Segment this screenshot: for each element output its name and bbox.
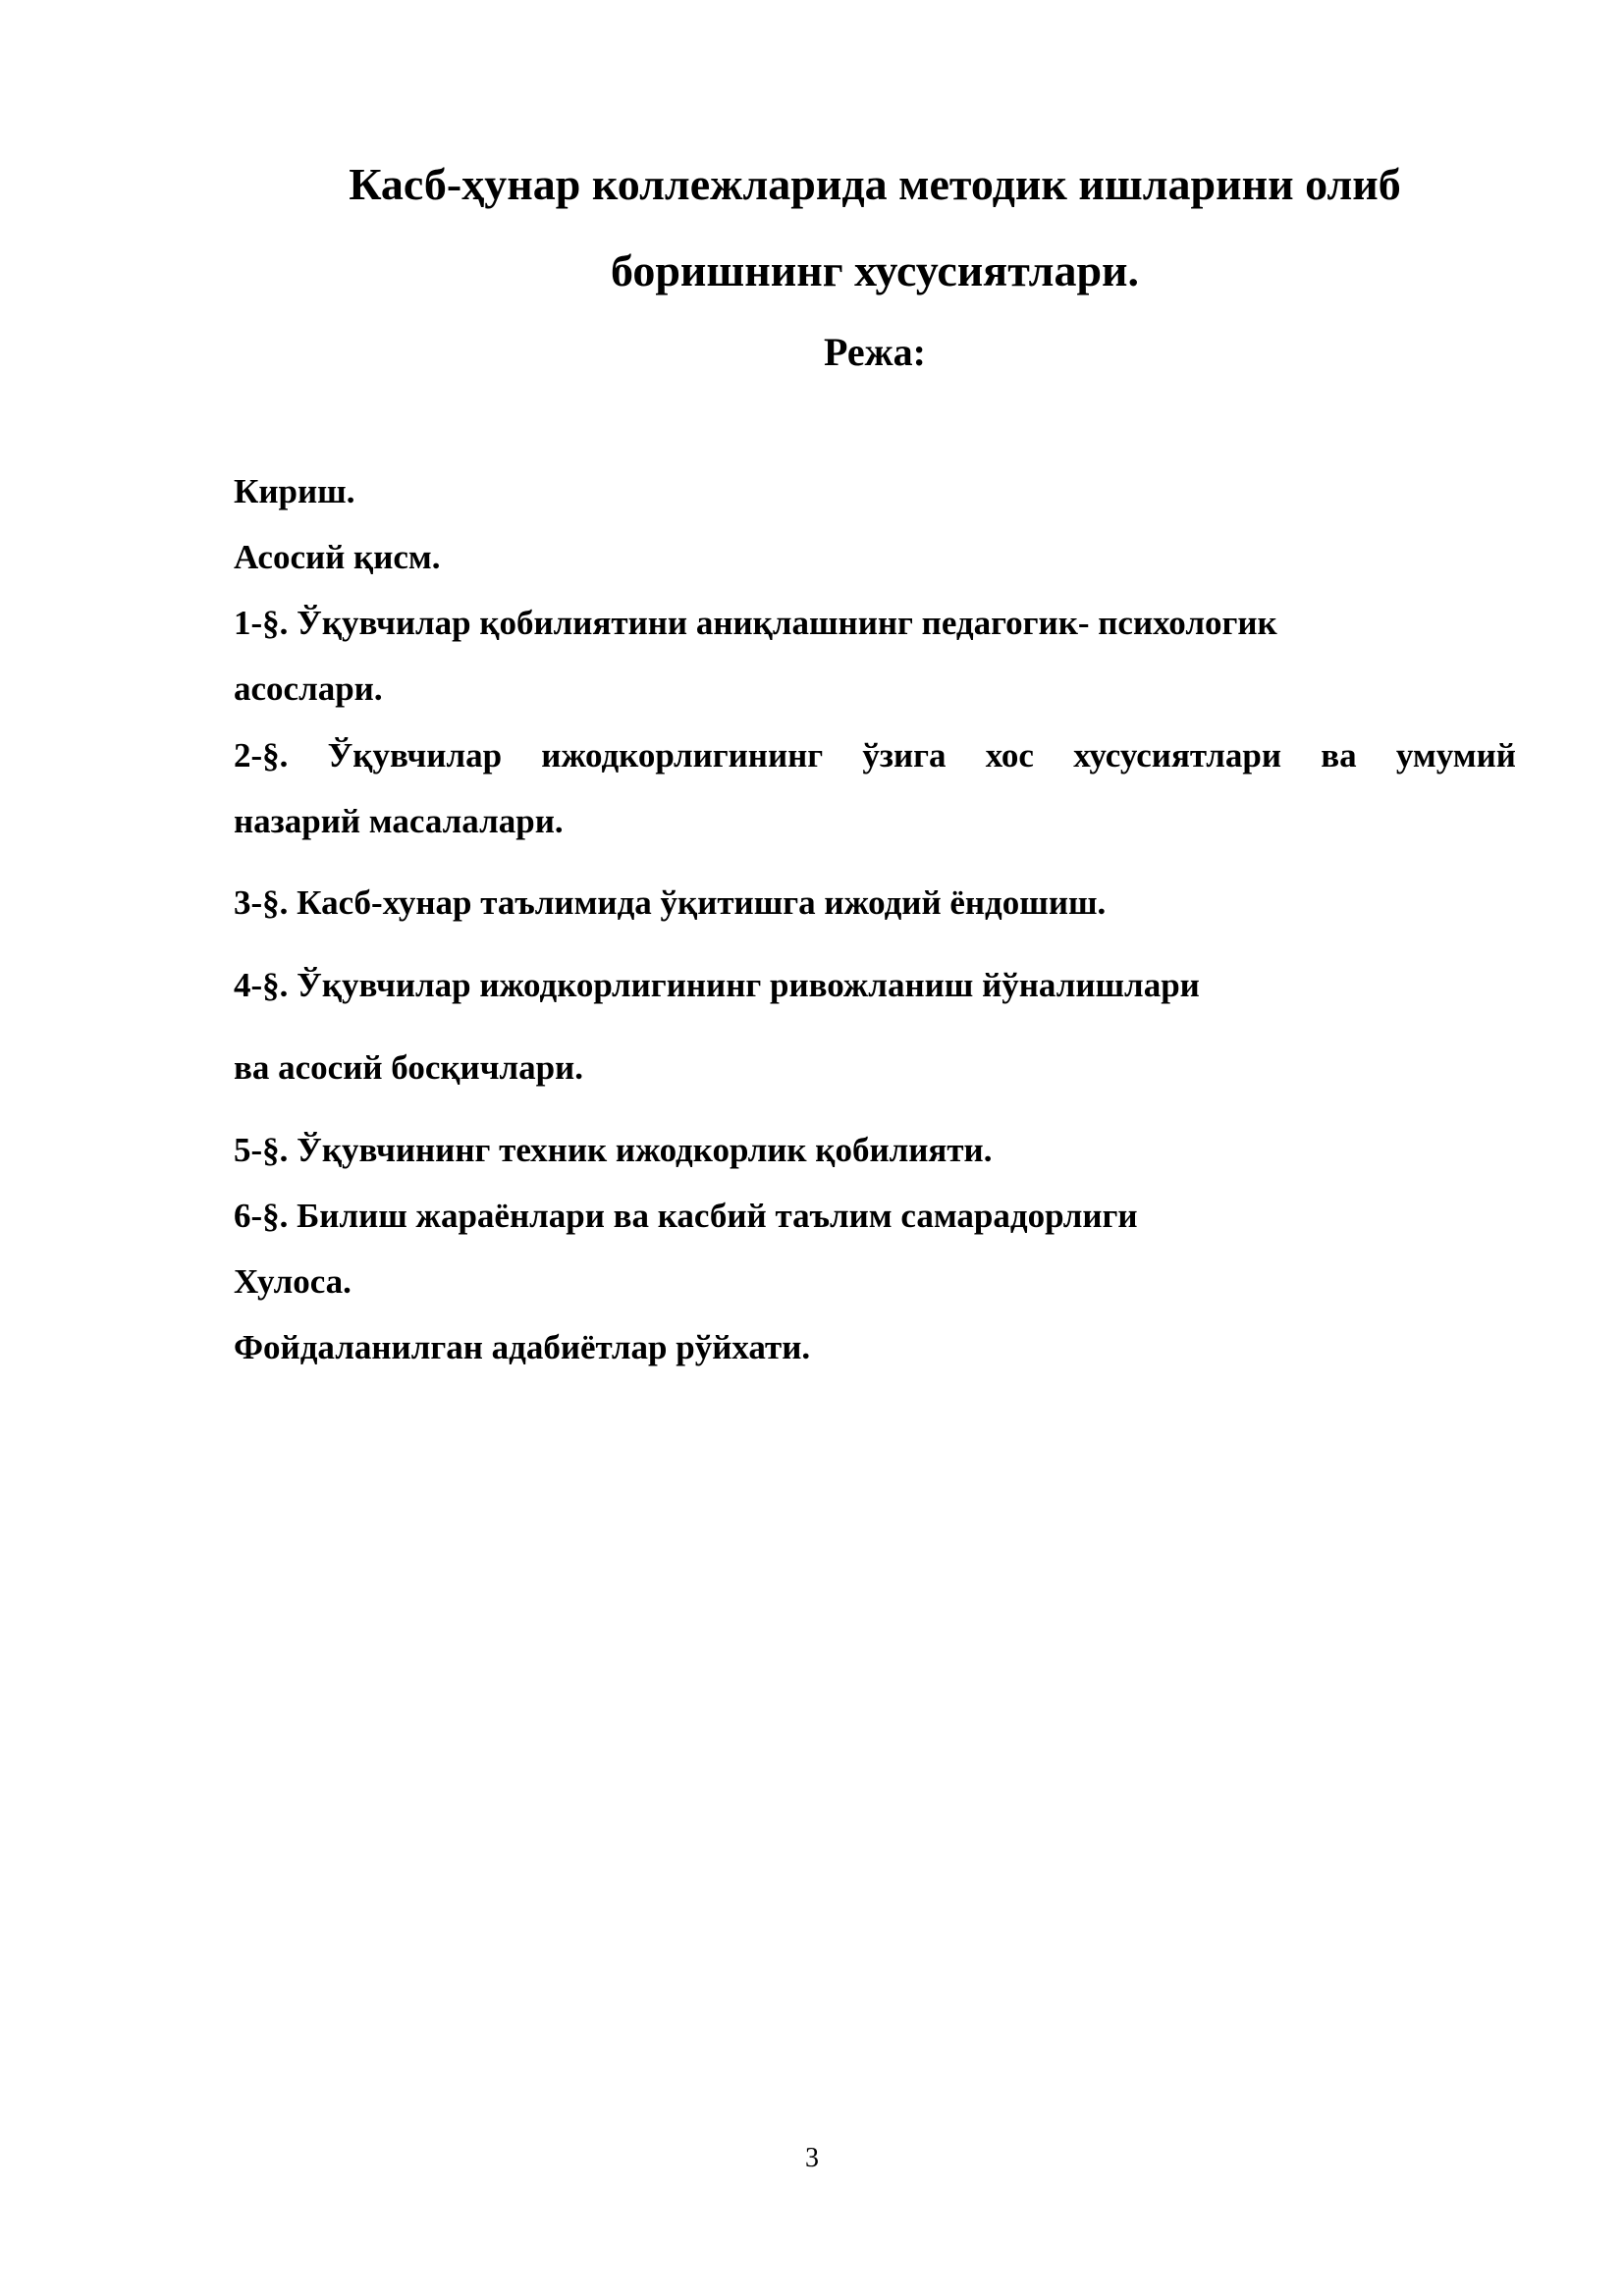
toc-section-2-word: ўзига xyxy=(862,736,947,774)
document-title-line-2: боришнинг хусусиятлари. xyxy=(610,245,1140,295)
document-title-line-1: Касб-ҳунар коллежларида методик ишларини олиб xyxy=(349,159,1401,209)
toc-section-6: 6-§. Билиш жараёнлари ва касбий таълим самарадорлиги xyxy=(234,1197,1138,1235)
toc-section-2-word: Ўқувчилар xyxy=(327,736,503,774)
toc-section-2-line-1 xyxy=(234,735,1516,776)
toc-section-3: 3-§. Касб-хунар таълимида ўқитишга ижодий ёндошиш. xyxy=(234,883,1107,922)
toc-section-2-line-2: назарий масалалари. xyxy=(234,802,564,840)
toc-section-2-word: хос xyxy=(985,736,1034,774)
page-number: 3 xyxy=(805,2143,819,2173)
toc-section-2-word: 2-§. xyxy=(234,736,289,774)
toc-section-1-line-2: асослари. xyxy=(234,669,383,708)
toc-section-2-word: ва xyxy=(1321,736,1357,774)
toc-section-4-line-1: 4-§. Ўқувчилар ижодкорлигининг ривожланиш йўналишлари xyxy=(234,966,1200,1004)
toc-intro: Кириш. xyxy=(234,472,355,510)
toc-section-5: 5-§. Ўқувчининг техник ижодкорлик қобилияти. xyxy=(234,1131,993,1169)
toc-section-1-line-1: 1-§. Ўқувчилар қобилиятини аниқлашнинг педагогик- психологик xyxy=(234,604,1277,642)
toc-section-2-word: ижодкорлигининг xyxy=(541,736,824,774)
toc-conclusion: Хулоса. xyxy=(234,1262,352,1301)
toc-section-4-line-2: ва асосий босқичлари. xyxy=(234,1048,583,1087)
toc-main-part: Асосий қисм. xyxy=(234,538,441,576)
toc-references: Фойдаланилган адабиётлар рўйхати. xyxy=(234,1328,811,1366)
toc-section-2-word: хусусиятлари xyxy=(1073,736,1281,774)
plan-heading: Режа: xyxy=(824,330,926,374)
toc-section-2-word: умумий xyxy=(1395,736,1516,774)
